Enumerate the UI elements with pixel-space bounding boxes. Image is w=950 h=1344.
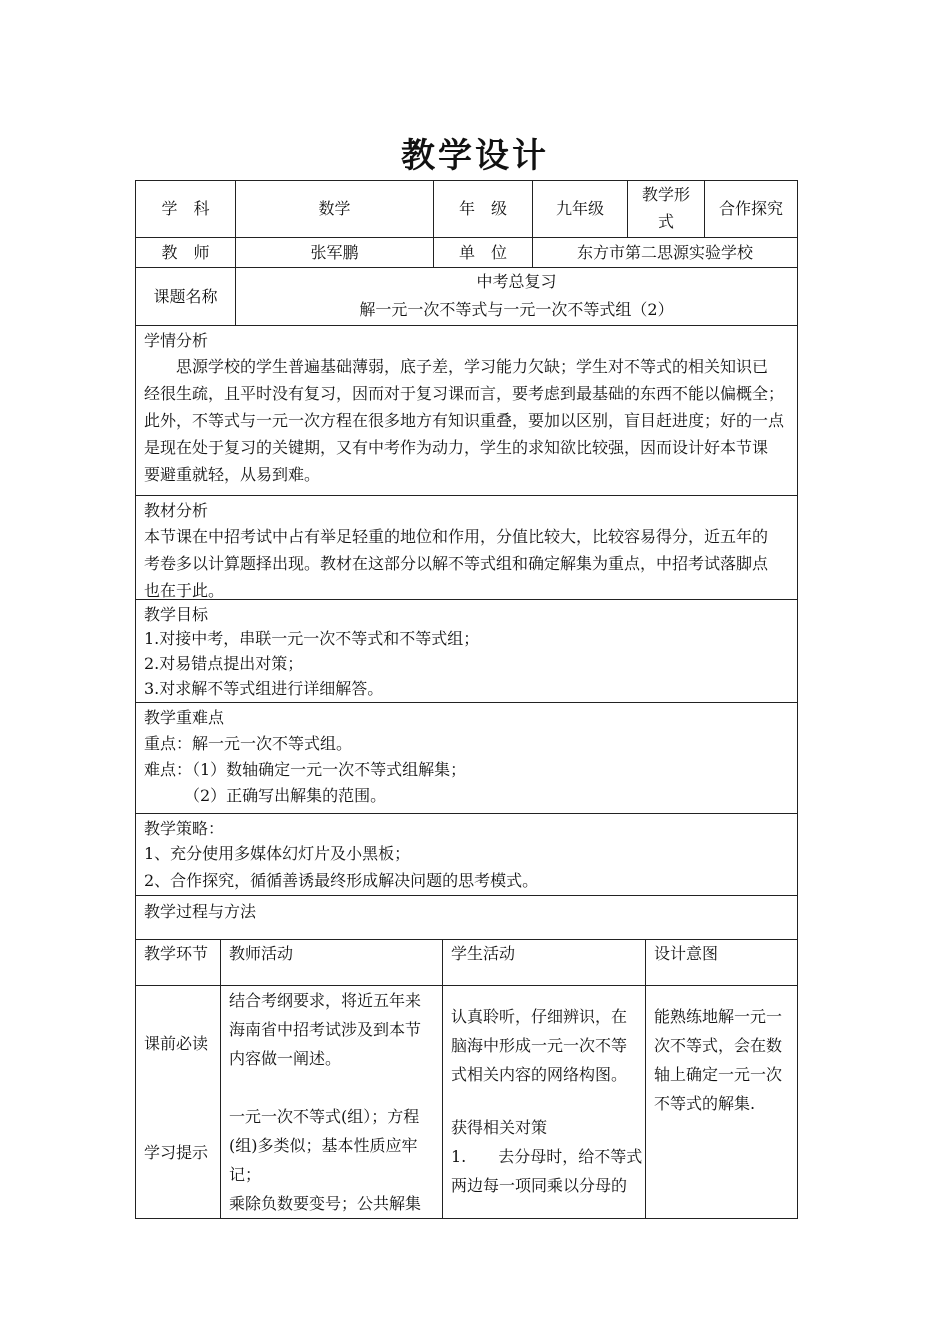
teacher-spacer <box>229 1073 441 1102</box>
stage-learning-tips: 学习提示 <box>144 1143 209 1162</box>
learner-line: 思源学校的学生普遍基础薄弱，底子差，学习能力欠缺；学生对不等式的相关知识已 <box>144 357 769 376</box>
topic-value <box>236 268 797 325</box>
intent-line: 能熟练地解一元一 <box>654 1007 783 1026</box>
document-title: 教学设计 <box>401 136 549 176</box>
topic-label: 课题名称 <box>153 286 218 306</box>
student-spacer <box>451 1089 643 1113</box>
teacher-line: 一元一次不等式(组）；方程 <box>229 1107 420 1126</box>
teacher-line: 记； <box>229 1165 262 1184</box>
goal-item: 1.对接中考，串联一元一次不等式和不等式组； <box>144 629 480 648</box>
learner-line: 经很生疏，且平时没有复习，因而对于复习课而言，要考虑到最基础的东西不能以偏概全； <box>144 384 785 403</box>
subject-label: 学 科 <box>161 199 210 218</box>
keypoints-heading: 教学重难点 <box>144 708 225 727</box>
keypoint-line: （2）正确写出解集的范围。 <box>144 786 387 805</box>
material-line: 考卷多以计算题择出现。教材在这部分以解不等式组和确定解集为重点，中招考试落脚点 <box>144 554 769 573</box>
teacher-value: 张军鹏 <box>310 242 359 262</box>
grade-value: 九年级 <box>555 199 604 218</box>
teacher-line: 内容做一阐述。 <box>229 1049 342 1068</box>
keypoints-body <box>144 731 794 809</box>
strategy-line: 2、合作探究，循循善诱最终形成解决问题的思考模式。 <box>144 871 539 890</box>
goals-body <box>144 626 794 701</box>
form-value: 合作探究 <box>718 199 783 218</box>
student-line: 认真聆听，仔细辨识，在 <box>451 1007 628 1026</box>
student-line: 式相关内容的网络构图。 <box>451 1065 628 1084</box>
form-label-line2: 式 <box>657 212 674 231</box>
unit-label: 单 位 <box>458 242 507 262</box>
strategy-line: 1、充分使用多媒体幻灯片及小黑板； <box>144 844 411 863</box>
student-line: 获得相关对策 <box>451 1118 548 1137</box>
goals-heading: 教学目标 <box>144 605 209 624</box>
student-line: 两边每一项同乘以分母的 <box>451 1176 628 1195</box>
material-heading: 教材分析 <box>144 501 209 520</box>
teacher-line: 海南省中招考试涉及到本节 <box>229 1020 422 1039</box>
learner-line: 此外，不等式与一元一次方程在很多地方有知识重叠，要加以区别，盲目赶进度；好的一点 <box>144 411 785 430</box>
topic-line1: 中考总复习 <box>476 272 557 291</box>
keypoint-line: 难点：（1）数轴确定一元一次不等式组解集； <box>144 760 467 779</box>
col-header-stage: 教学环节 <box>144 944 209 963</box>
strategy-heading: 教学策略： <box>144 819 225 838</box>
form-label-line1: 教学形 <box>641 185 690 204</box>
subject-value: 数学 <box>318 199 351 218</box>
teacher-line: 乘除负数要变号；公共解集 <box>229 1194 422 1213</box>
col-header-intent: 设计意图 <box>654 944 719 963</box>
teacher-line: (组)多类似；基本性质应牢 <box>229 1136 418 1155</box>
learner-line: 是现在处于复习的关键期，又有中考作为动力，学生的求知欲比较强，因而设计好本节课 <box>144 438 769 457</box>
topic-line2: 解一元一次不等式与一元一次不等式组（2） <box>359 300 674 319</box>
keypoint-line: 重点：解一元一次不等式组。 <box>144 734 353 753</box>
learner-line: 要避重就轻，从易到难。 <box>144 465 321 484</box>
goal-item: 3.对求解不等式组进行详细解答。 <box>144 679 384 698</box>
unit-value: 东方市第二思源实验学校 <box>576 242 753 262</box>
material-line: 也在于此。 <box>144 581 225 600</box>
teacher-line: 结合考纲要求，将近五年来 <box>229 991 422 1010</box>
material-body <box>144 523 794 604</box>
col-header-teacher: 教师活动 <box>229 944 294 963</box>
design-intent <box>654 1002 796 1118</box>
teacher-activity <box>229 986 441 1218</box>
process-heading: 教学过程与方法 <box>144 902 257 921</box>
material-line: 本节课在中招考试中占有举足轻重的地位和作用，分值比较大，比较容易得分，近五年的 <box>144 527 769 546</box>
stage-pre-reading: 课前必读 <box>144 1034 209 1053</box>
intent-line: 次不等式，会在数 <box>654 1036 783 1055</box>
student-line: 脑海中形成一元一次不等 <box>451 1036 628 1055</box>
intent-line: 不等式的解集. <box>654 1094 756 1113</box>
student-line: 1. 去分母时，给不等式 <box>451 1147 643 1166</box>
learner-body <box>144 353 794 488</box>
col-header-student: 学生活动 <box>451 944 516 963</box>
student-activity <box>451 1002 643 1200</box>
grade-label: 年 级 <box>458 199 507 218</box>
learner-heading: 学情分析 <box>144 331 209 350</box>
strategy-body <box>144 840 794 894</box>
goal-item: 2.对易错点提出对策； <box>144 654 304 673</box>
form-label <box>628 181 704 237</box>
intent-line: 轴上确定一元一次 <box>654 1065 783 1084</box>
teacher-label: 教 师 <box>161 242 210 262</box>
